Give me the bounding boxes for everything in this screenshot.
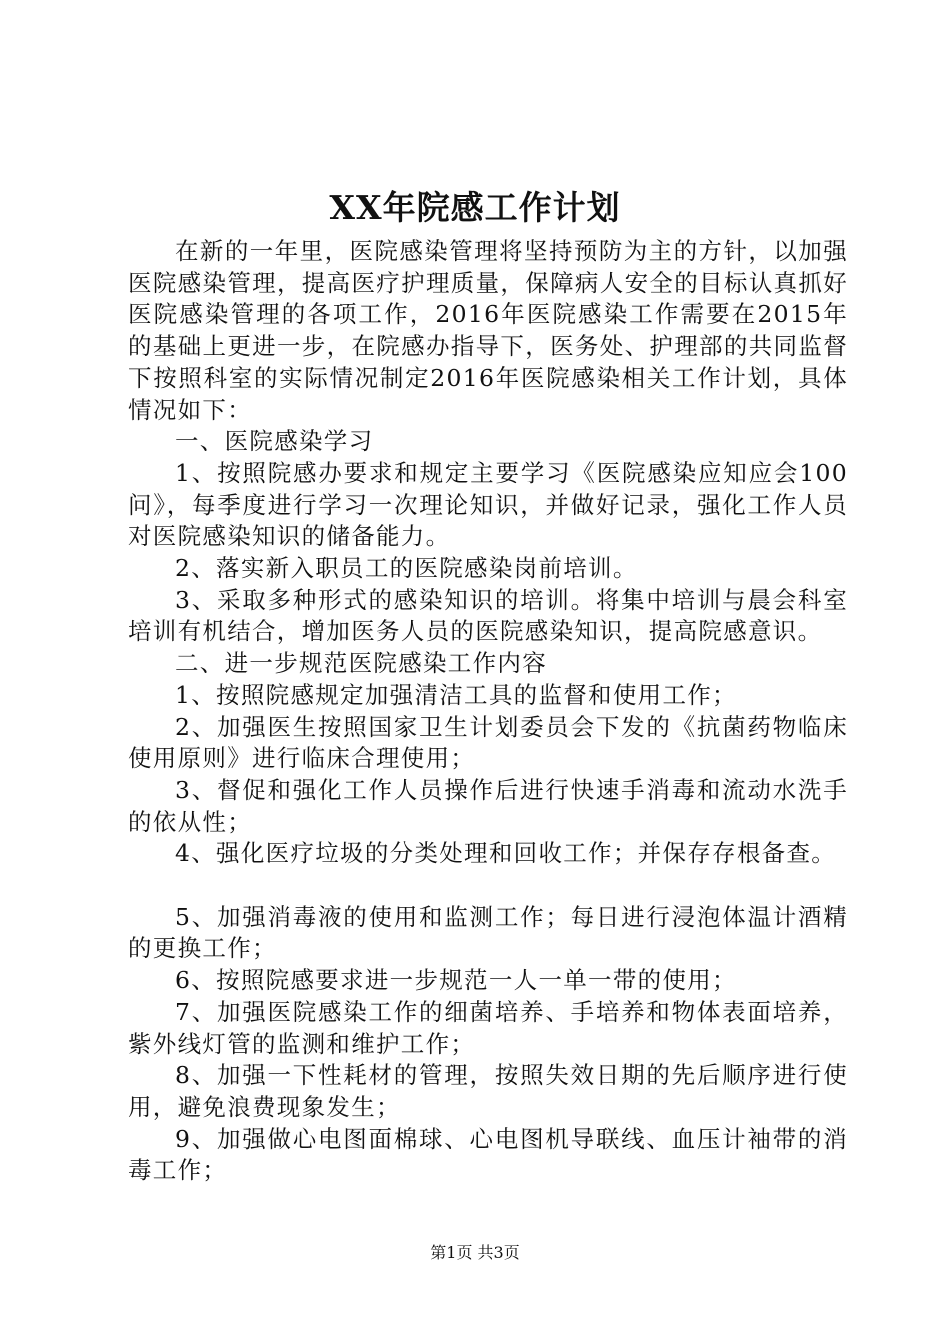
section-1-item-3: 3、采取多种形式的感染知识的培训。将集中培训与晨会科室培训有机结合，增加医务人员的医院感染知识，提高院感意识。 (128, 585, 848, 646)
section-1-item-2: 2、落实新入职员工的医院感染岗前培训。 (175, 554, 638, 583)
section-2-item-5: 5、加强消毒液的使用和监测工作；每日进行浸泡体温计酒精的更换工作； (128, 902, 848, 963)
section-2-item-4: 4、强化医疗垃圾的分类处理和回收工作；并保存存根备查。 (175, 839, 837, 868)
section-2-item-6: 6、按照院感要求进一步规范一人一单一带的使用； (175, 966, 737, 995)
section-heading-1: 一、医院感染学习 (175, 427, 374, 456)
section-2-item-9: 9、加强做心电图面棉球、心电图机导联线、血压计袖带的消毒工作； (128, 1124, 848, 1185)
intro-paragraph: 在新的一年里，医院感染管理将坚持预防为主的方针，以加强医院感染管理，提高医疗护理质量，保障病人安全的目标认真抓好医院感染管理的各项工作，2016年医院感染工作需要在2015年的基础上更进一步，在院感办指导下，医务处、护理部的共同监督下按照科室的实际情况制定2016年医院感染相关工作计划，具体情况如下： (128, 237, 848, 424)
section-heading-2: 二、进一步规范医院感染工作内容 (175, 649, 547, 678)
page-footer: 第1页 共3页 (430, 1243, 520, 1262)
document-title: XX年院感工作计划 (329, 188, 621, 227)
section-2-item-1: 1、按照院感规定加强清洁工具的监督和使用工作； (175, 680, 737, 709)
section-2-item-8: 8、加强一下性耗材的管理，按照失效日期的先后顺序进行使用，避免浪费现象发生； (128, 1061, 848, 1121)
section-2-item-7: 7、加强医院感染工作的细菌培养、手培养和物体表面培养，紫外线灯管的监测和维护工作； (128, 997, 848, 1058)
document-body (128, 236, 848, 1187)
section-2-item-3: 3、督促和强化工作人员操作后进行快速手消毒和流动水洗手的依从性； (128, 775, 848, 836)
section-1-item-1: 1、按照院感办要求和规定主要学习《医院感染应知应会100问》，每季度进行学习一次理论知识，并做好记录，强化工作人员对医院感染知识的储备能力。 (128, 458, 848, 551)
section-2-item-2: 2、加强医生按照国家卫生计划委员会下发的《抗菌药物临床使用原则》进行临床合理使用； (128, 712, 848, 773)
